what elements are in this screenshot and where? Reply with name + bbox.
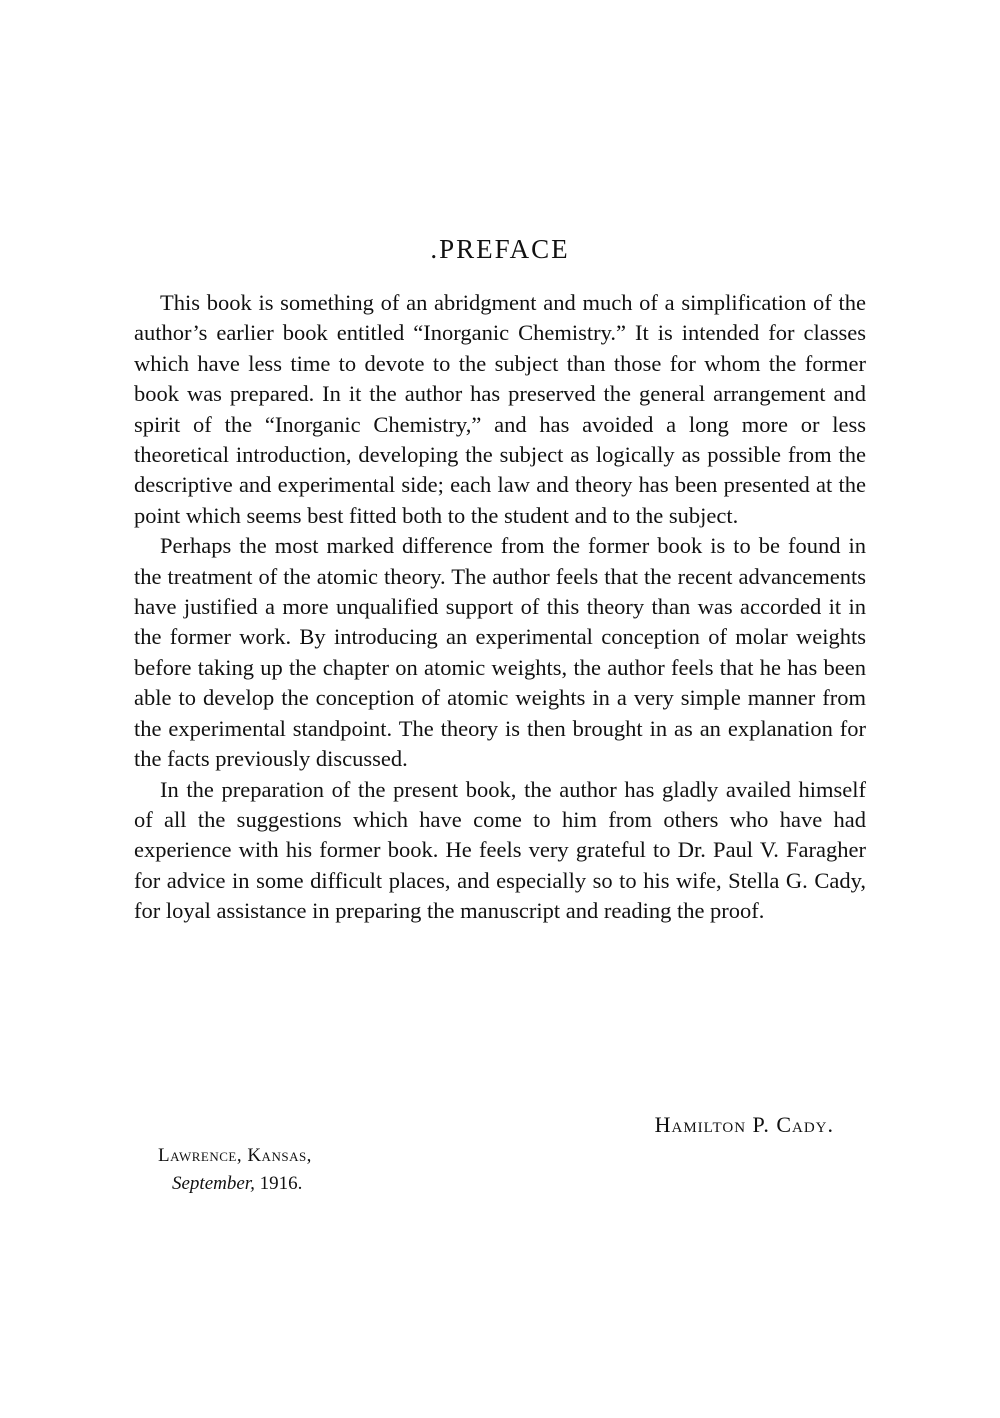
paragraph-1: This book is something of an abridgment and much of a simplification of the author’s earlier book entitled “Inorganic Chemistry.” It is intended for classes which have less time to devote to the subject than those for whom the former book was prepared. In it the author has preserved the general arrangement and spirit of the “Inorganic Chemistry,” and has avoided a long more or less theoretical introduction, developing the subject as logically as possible from the descriptive and experimental side; each law and theory has been presented at the point which seems best fitted both to the student and to the subject. bbox=[134, 290, 866, 528]
place-name: Lawrence, Kansas, bbox=[158, 1145, 312, 1166]
date-month: September, bbox=[172, 1173, 255, 1194]
date-year: 1916. bbox=[259, 1173, 303, 1194]
paragraph-3: In the preparation of the present book, the author has gladly availed himself of all the suggestions which have come to him from others who have had experience with his former book. He feels very grateful to Dr. Paul V. Faragher for advice in some difficult places, and especially so to his wife, Stella G. Cady, for loyal assistance in preparing the manuscript and reading the proof. bbox=[134, 776, 866, 924]
date-line bbox=[158, 1170, 312, 1198]
paragraph-2: Perhaps the most marked difference from the former book is to be found in the treatment of the atomic theory. The author feels that the recent advancements have justified a more unqualified support of this theory than was accorded it in the former work. By introducing an experimental conception of molar weights before taking up the chapter on atomic weights, the author feels that he has been able to develop the conception of atomic weights in a very simple manner from the experimental standpoint. The theory is then brought in as an explanation for the facts previously discussed. bbox=[134, 533, 866, 772]
place-and-date bbox=[158, 1142, 312, 1198]
page-title: .PREFACE bbox=[430, 234, 570, 264]
author-signature: Hamilton P. Cady. bbox=[654, 1112, 834, 1137]
preface-body bbox=[134, 288, 866, 927]
